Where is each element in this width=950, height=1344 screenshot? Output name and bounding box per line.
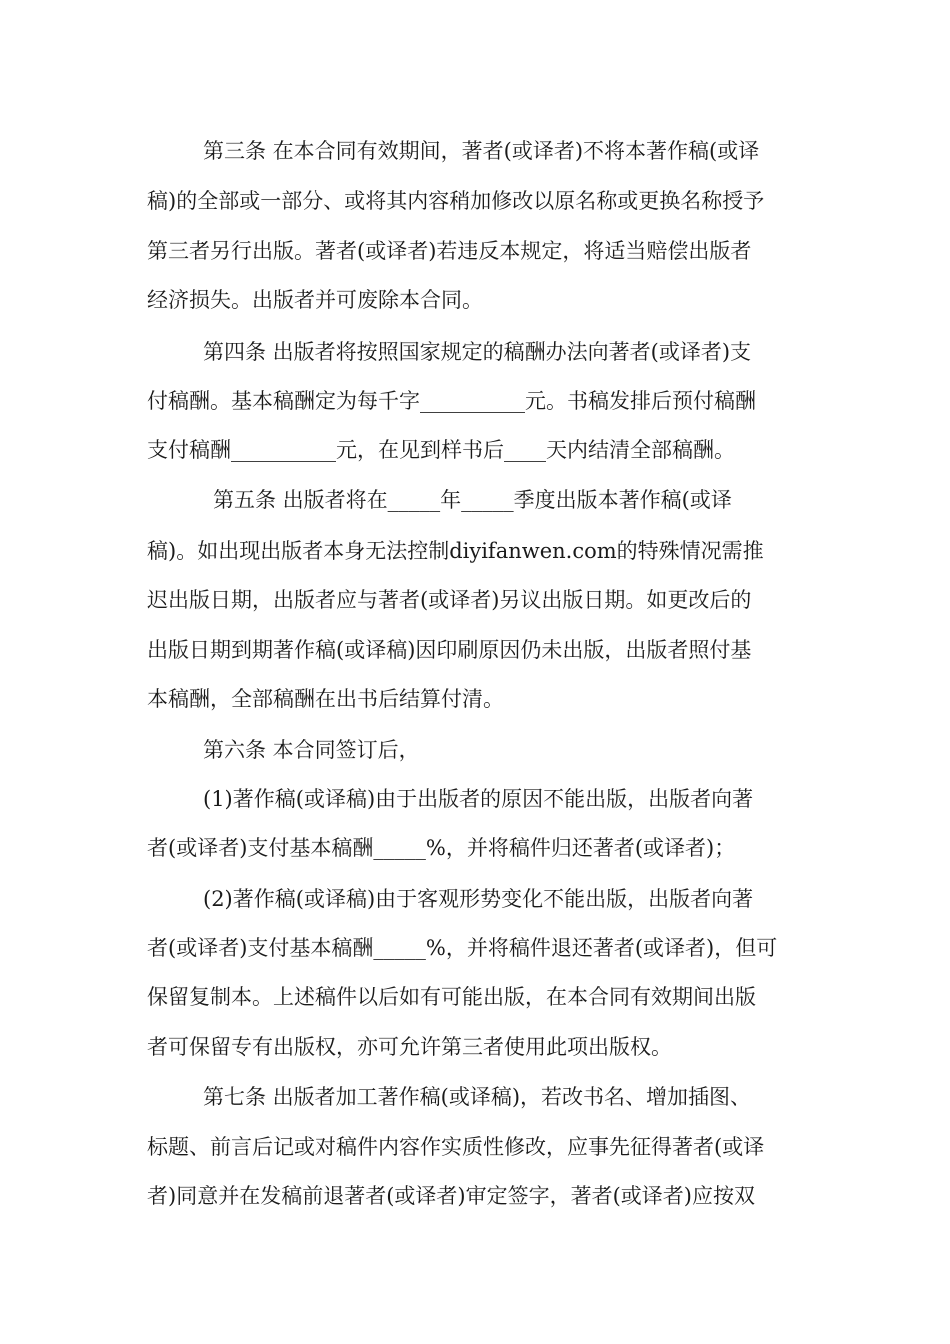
article-7-line-1: 第七条 出版者加工著作稿(或译稿)，若改书名、增加插图、 bbox=[203, 1085, 752, 1109]
article-3-line-4: 经济损失。出版者并可废除本合同。 bbox=[147, 288, 483, 312]
article-5-line-2: 稿)。如出现出版者本身无法控制diyifanwen.com的特殊情况需推 bbox=[147, 539, 764, 563]
article-6-line-1: 第六条 本合同签订后， bbox=[203, 738, 420, 762]
article-5-line-3: 迟出版日期，出版者应与著者(或译者)另议出版日期。如更改后的 bbox=[147, 588, 752, 612]
article-6-item-2-line-4: 者可保留专有出版权，亦可允许第三者使用此项出版权。 bbox=[147, 1035, 672, 1059]
article-5-line-5: 本稿酬，全部稿酬在出书后结算付清。 bbox=[147, 687, 504, 711]
article-6-item-2-line-2: 者(或译者)支付基本稿酬_____%，并将稿件退还著者(或译者)，但可 bbox=[147, 936, 778, 960]
article-7-line-2: 标题、前言后记或对稿件内容作实质性修改，应事先征得著者(或译 bbox=[147, 1135, 765, 1159]
article-6-item-2-line-1: (2)著作稿(或译稿)由于客观形势变化不能出版，出版者向著 bbox=[203, 887, 754, 911]
article-4-line-1: 第四条 出版者将按照国家规定的稿酬办法向著者(或译者)支 bbox=[203, 340, 752, 364]
article-4-line-3: 支付稿酬__________元，在见到样书后____天内结清全部稿酬。 bbox=[147, 438, 735, 462]
article-4-line-2: 付稿酬。基本稿酬定为每千字__________元。书稿发排后预付稿酬 bbox=[147, 389, 756, 413]
article-7-line-3: 者)同意并在发稿前退著者(或译者)审定签字，著者(或译者)应按双 bbox=[147, 1184, 755, 1208]
article-5-line-4: 出版日期到期著作稿(或译稿)因印刷原因仍未出版，出版者照付基 bbox=[147, 638, 752, 662]
article-5-line-1: 第五条 出版者将在_____年_____季度出版本著作稿(或译 bbox=[213, 488, 732, 512]
article-3-line-3: 第三者另行出版。著者(或译者)若违反本规定，将适当赔偿出版者 bbox=[147, 239, 752, 263]
article-3-line-2: 稿)的全部或一部分、或将其内容稍加修改以原名称或更换名称授予 bbox=[147, 189, 765, 213]
article-6-item-2-line-3: 保留复制本。上述稿件以后如有可能出版，在本合同有效期间出版 bbox=[147, 985, 756, 1009]
article-6-item-1-line-1: (1)著作稿(或译稿)由于出版者的原因不能出版，出版者向著 bbox=[203, 787, 754, 811]
article-3-line-1: 第三条 在本合同有效期间，著者(或译者)不将本著作稿(或译 bbox=[203, 139, 760, 163]
article-6-item-1-line-2: 者(或译者)支付基本稿酬_____%，并将稿件归还著者(或译者)； bbox=[147, 836, 736, 860]
